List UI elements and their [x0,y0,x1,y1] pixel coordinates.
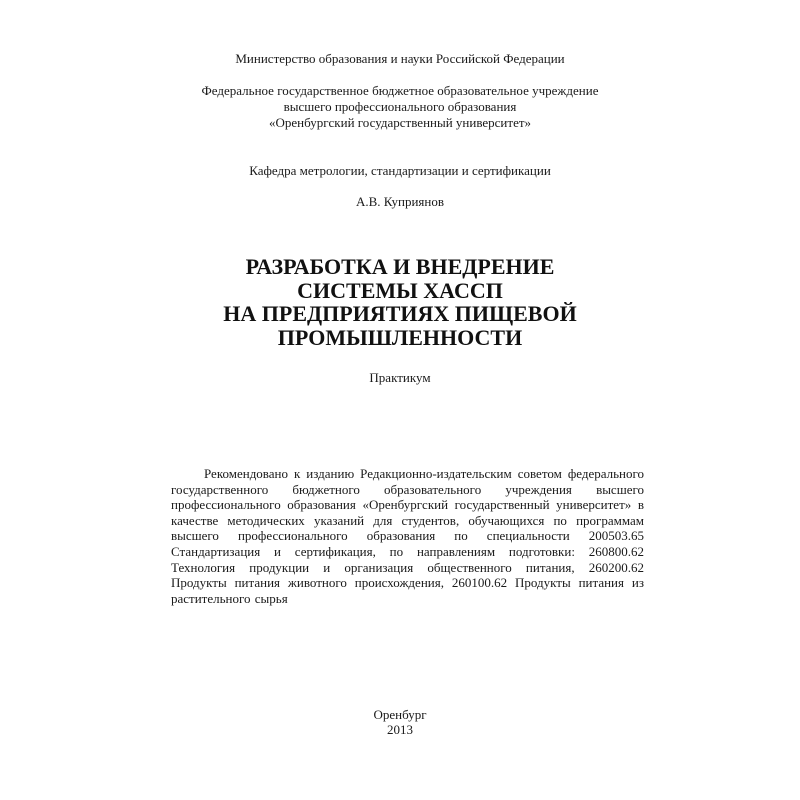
title-line: НА ПРЕДПРИЯТИЯХ ПИЩЕВОЙ [223,301,577,326]
ministry-heading: Министерство образования и науки Российской Федерации [235,51,565,66]
author-name: А.В. Куприянов [356,194,444,209]
title-line: СИСТЕМЫ ХАССП [297,277,503,303]
publication-city: Оренбург [373,707,427,722]
title-line: ПРОМЫШЛЕННОСТИ [277,324,523,350]
department-name: Кафедра метрологии, стандартизации и сертификации [249,163,551,178]
title-line: РАЗРАБОТКА И ВНЕДРЕНИЕ [245,254,555,279]
publication-year: 2013 [387,722,413,737]
institution-block [0,83,800,131]
document-subtitle: Практикум [369,370,431,385]
institution-line: «Оренбургский государственный университет» [268,115,532,130]
recommendation-paragraph: Рекомендовано к изданию Редакционно-издательским советом федерального государственного бюджетного образовательного учреждения высшего профессионального образования «Оренбургский государственный университет» в качестве методических указаний для студентов, обучающихся по программам высшего профессионального образования по специальности 200503.65 Стандартизация и сертификация, по направлениям подготовки: 260800.62 Технология продукции и организация общественного питания, 260200.62 Продукты питания животного происхождения, 260100.62 Продукты питания из растительного сырья [171,466,644,606]
institution-line: Федеральное государственное бюджетное образовательное учреждение [201,83,599,98]
institution-line: высшего профессионального образования [283,99,517,114]
document-title [0,255,800,349]
